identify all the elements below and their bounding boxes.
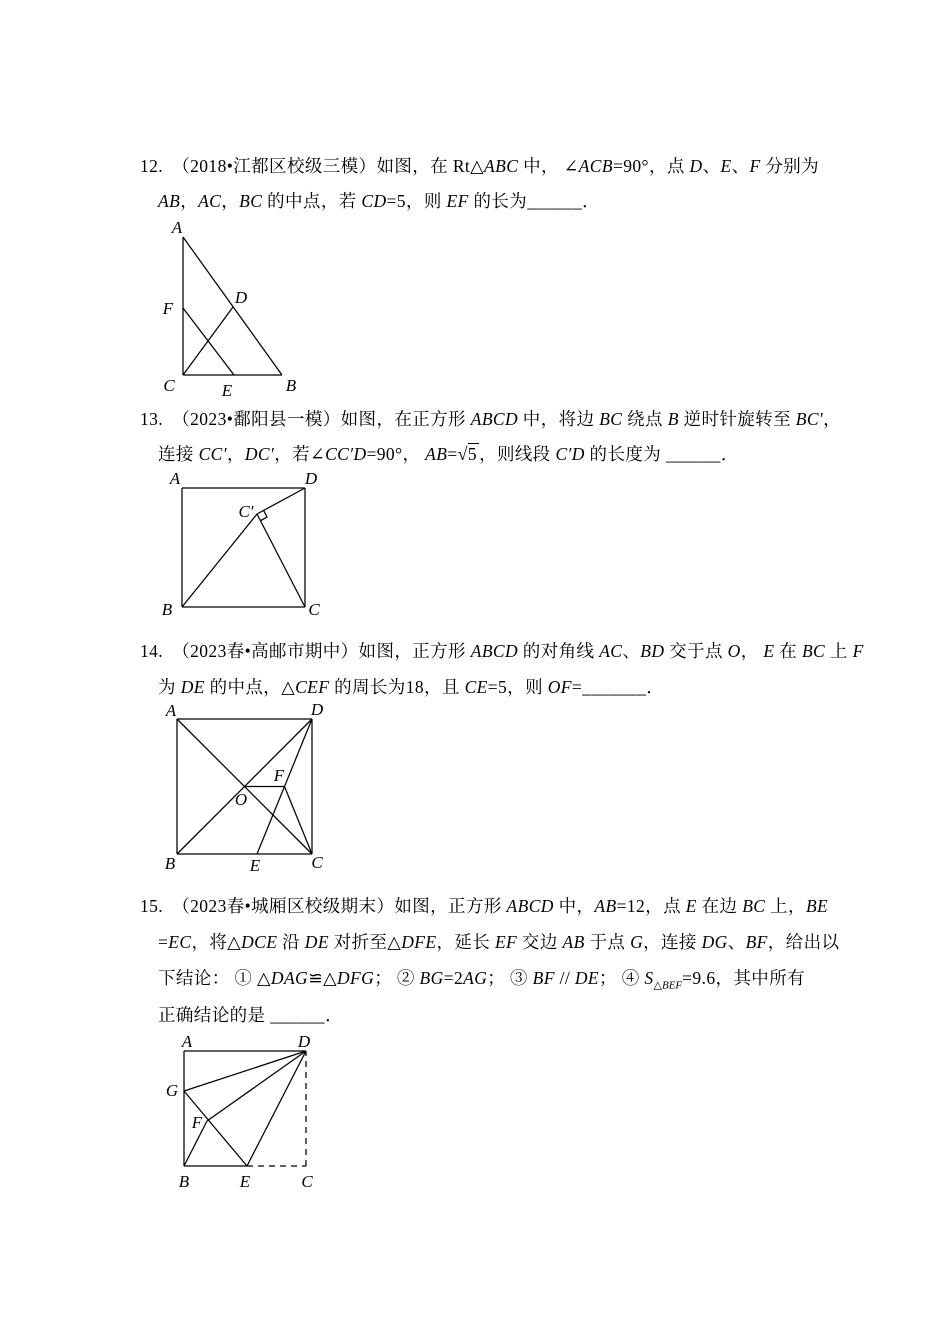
problem-12-line-1: 12. （2018•江都区校级三模）如图，在 Rt△ABC 中， ∠ACB=90°，点 D、E、F 分别为 xyxy=(140,156,820,176)
sqrt-expression: √5 xyxy=(457,444,478,464)
figure-12-geometry-diagram xyxy=(145,215,320,405)
point-label-E: E xyxy=(239,1172,251,1191)
figure-segment xyxy=(182,514,257,607)
subscript: △BEF xyxy=(653,979,683,992)
figure-segment xyxy=(184,1051,306,1091)
point-label-O: O xyxy=(234,790,248,809)
point-label-C: C xyxy=(311,853,323,872)
figure-13-geometry-diagram xyxy=(150,470,340,630)
figure-segment xyxy=(257,514,305,607)
point-label-B: B xyxy=(161,600,173,619)
point-label-B: B xyxy=(164,854,176,873)
point-label-C: C xyxy=(301,1172,313,1191)
point-label-D: D xyxy=(297,1032,311,1051)
point-label-A: A xyxy=(169,469,181,488)
point-label-C: C xyxy=(163,376,175,395)
point-label-C: C xyxy=(308,600,320,619)
point-label-D: D xyxy=(310,700,324,719)
point-label-B: B xyxy=(178,1172,190,1191)
problem-15-line-2: =EC，将△DCE 沿 DE 对折至△DFE，延长 EF 交边 AB 于点 G，连接 DG、BF，给出以 xyxy=(158,932,840,952)
problem-13-line-1: 13. （2023•鄱阳县一模）如图，在正方形 ABCD 中，将边 BC 绕点 B 逆时针旋转至 BC′， xyxy=(140,409,842,429)
point-label-A: A xyxy=(181,1032,193,1051)
problem-14-line-2: 为 DE 的中点，△CEF 的周长为18，且 CE=5，则 OF=_______． xyxy=(158,677,665,697)
point-label-G: G xyxy=(165,1081,179,1100)
figure-segment xyxy=(247,1051,306,1166)
problem-15-line-1: 15. （2023春•城厢区校级期末）如图，正方形 ABCD 中，AB=12，点 E 在边 BC 上，BE xyxy=(140,896,829,916)
point-label-C-prime: C′ xyxy=(238,502,254,521)
problem-13-line-2: 连接 CC′，DC′，若∠CC′D=90°， AB=√5 ，则线段 C′D 的长度为 ______． xyxy=(158,444,739,464)
point-label-F: F xyxy=(191,1113,203,1132)
figure-14-geometry-diagram xyxy=(150,700,345,880)
problem-14-line-1: 14. （2023春•高邮市期中）如图，正方形 ABCD 的对角线 AC、BD 交于点 O， E 在 BC 上 F xyxy=(140,641,864,661)
point-label-D: D xyxy=(304,469,318,488)
point-label-E: E xyxy=(221,381,233,400)
point-label-D: D xyxy=(234,288,248,307)
figure-segment xyxy=(207,1051,306,1121)
figure-segment xyxy=(257,488,305,514)
point-label-E: E xyxy=(249,856,261,875)
figure-15-geometry-diagram xyxy=(155,1032,340,1205)
problem-15-line-3: 下结论： ① △DAG≌△DFG； ② BG=2AG； ③ BF // DE； ④ $S_{\triangle BEF}=9.6$，其中所有 xyxy=(158,968,806,992)
point-label-F: F xyxy=(162,299,174,318)
point-label-A: A xyxy=(171,218,183,237)
point-label-B: B xyxy=(285,376,297,395)
point-label-A: A xyxy=(165,701,177,720)
figure-segment xyxy=(285,787,313,855)
problem-12-line-2: AB，AC，BC 的中点，若 CD=5，则 EF 的长为______． xyxy=(158,191,601,211)
point-label-F: F xyxy=(273,766,285,785)
problem-15-line-4: 正确结论的是 ______． xyxy=(158,1005,343,1025)
